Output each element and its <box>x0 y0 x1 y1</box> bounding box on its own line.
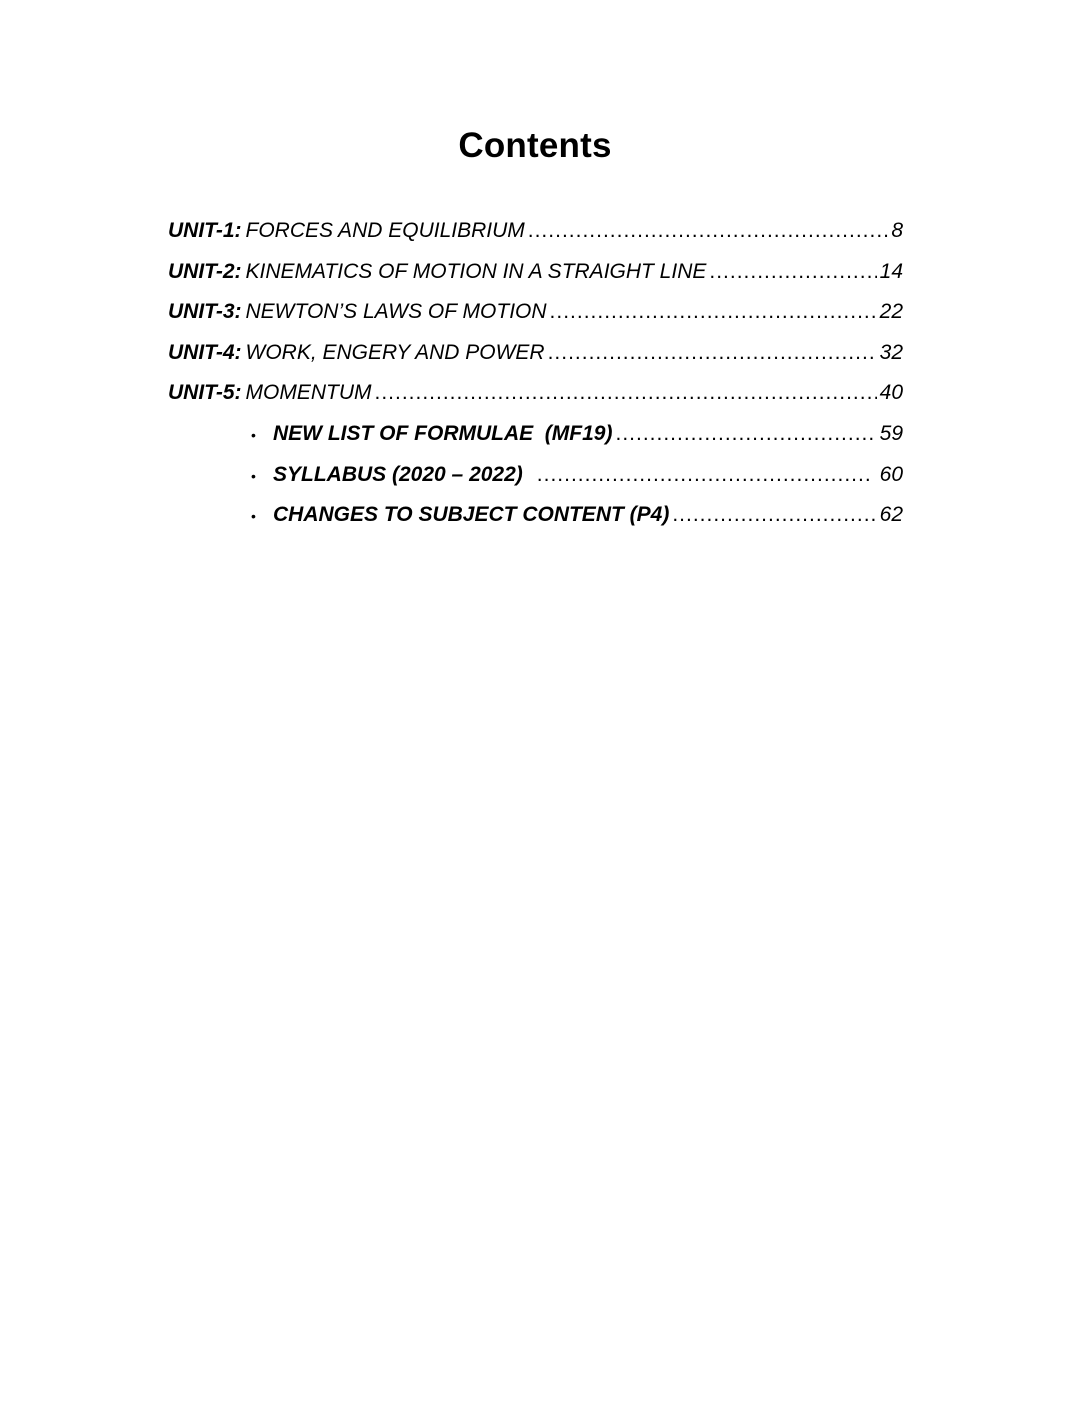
unit-title: FORCES AND EQUILIBRIUM <box>245 219 525 242</box>
unit-label: UNIT-3: <box>168 300 242 324</box>
bullet-icon: • <box>251 426 256 443</box>
bullet-icon: • <box>251 467 256 484</box>
dot-leader <box>374 373 876 414</box>
toc-entry-formulae[interactable] <box>168 414 903 455</box>
bullet-icon: • <box>251 508 256 525</box>
appendix-title: CHANGES TO SUBJECT CONTENT (P4) <box>273 503 670 527</box>
unit-title: MOMENTUM <box>245 381 372 405</box>
unit-label: UNIT-4: <box>168 340 242 364</box>
unit-title: NEWTON’S LAWS OF MOTION <box>245 300 547 324</box>
unit-label: UNIT-1: <box>168 219 242 242</box>
dot-leader <box>615 414 876 455</box>
appendix-title: NEW LIST OF FORMULAE (MF19) <box>273 421 613 445</box>
dot-leader <box>709 252 876 293</box>
unit-title: KINEMATICS OF MOTION IN A STRAIGHT LINE <box>245 259 707 283</box>
page-number: 62 <box>879 503 903 527</box>
unit-title: WORK, ENGERY AND POWER <box>245 340 545 364</box>
toc-entry-unit-3[interactable] <box>168 292 903 333</box>
toc-entry-unit-2[interactable] <box>168 252 903 293</box>
appendix-title: SYLLABUS (2020 – 2022) <box>273 462 523 486</box>
table-of-contents <box>168 211 903 536</box>
page-number: 22 <box>879 300 903 324</box>
toc-entry-unit-5[interactable] <box>168 373 903 414</box>
page-title: Contents <box>458 126 612 165</box>
page-number: 60 <box>879 462 903 486</box>
unit-label: UNIT-5: <box>168 381 242 405</box>
page-number: 59 <box>879 421 903 445</box>
toc-entry-unit-4[interactable] <box>168 333 903 374</box>
dot-leader <box>672 495 876 536</box>
page-number: 32 <box>879 340 903 364</box>
dot-leader <box>550 292 877 333</box>
page-number: 14 <box>879 259 903 283</box>
page-number: 8 <box>891 219 903 242</box>
toc-entry-changes[interactable] <box>168 495 903 536</box>
dot-leader <box>537 455 870 496</box>
dot-leader <box>528 211 889 252</box>
toc-entry-syllabus[interactable] <box>168 455 903 496</box>
dot-leader <box>548 333 877 374</box>
toc-entry-unit-1[interactable] <box>168 211 903 252</box>
unit-label: UNIT-2: <box>168 259 242 283</box>
page-number: 40 <box>879 381 903 405</box>
